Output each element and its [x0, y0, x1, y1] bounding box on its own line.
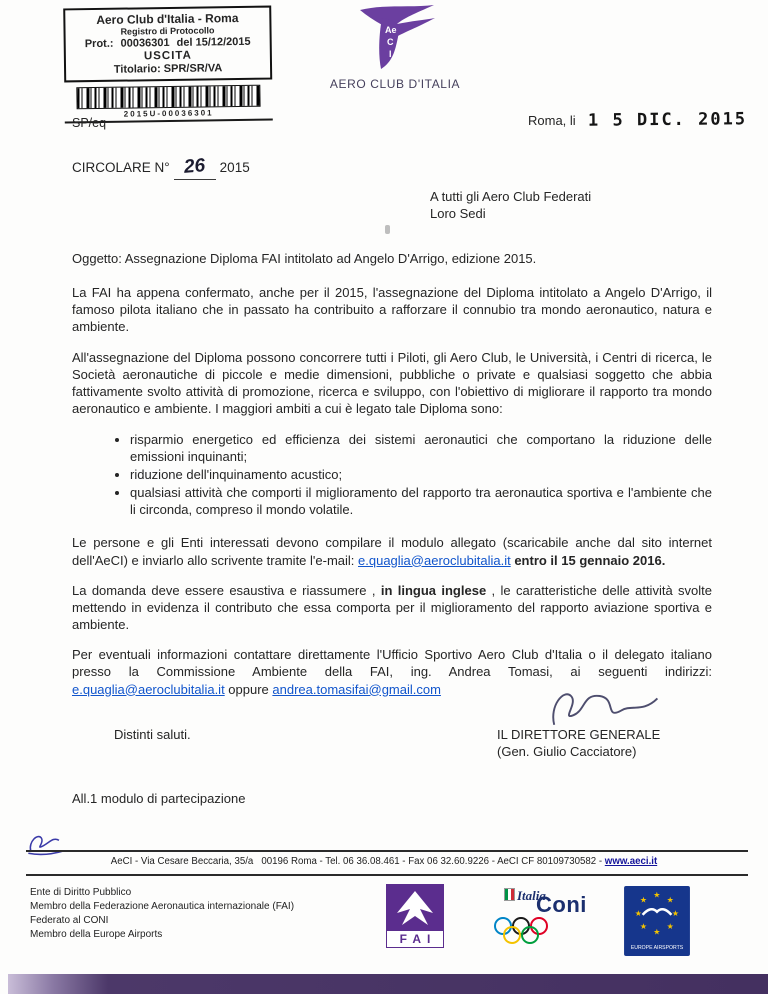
stamp-prot-label: Prot.: [84, 37, 114, 51]
coni-italia-text: Italia [517, 888, 546, 903]
paragraph-1: La FAI ha appena confermato, anche per il 2015, l'assegnazione del Diploma intitolato a Angelo D'Arrigo, il famoso pilota italiano che in passato ha contribuito a rafforzare il connubio tra mondo aeronautico, natura e ambiente. [72, 284, 712, 334]
paragraph-2: All'assegnazione del Diploma possono concorrere tutti i Piloti, gli Aero Club, le Università, i Centri di ricerca, le Società aeronautiche di piccole e medie dimensioni, pubbliche o private e qualsiasi soggetto che abbia fattivamente svolto attività di promozione, ricerca e sviluppo, con l'obiettivo di migliorare il rapporto tra mondo aeronautico e ambiente. I maggiori ambiti a cui è legato tale Diploma sono: [72, 350, 712, 417]
coni-logo [478, 888, 603, 950]
paragraph-4-text-1: La domanda deve essere esaustiva e riassumere , [72, 582, 381, 598]
signer-title: IL DIRETTORE GENERALE [497, 726, 661, 742]
svg-text:★: ★ [653, 927, 661, 937]
language-bold-text: in lingua inglese [380, 582, 487, 598]
fai-label: FAI [399, 932, 437, 946]
recipient-block [430, 188, 712, 222]
letter-body [72, 154, 712, 807]
org-name: AERO CLUB D'ITALIA [329, 77, 461, 91]
protocol-stamp-box [63, 6, 272, 83]
closing-salutation: Distinti saluti. [114, 726, 191, 742]
closing-row [72, 726, 712, 760]
list-item: • riduzione dell'inquinamento acustico; [130, 466, 712, 483]
coni-wordmark: Coni [536, 892, 587, 917]
paragraph-3 [72, 534, 712, 568]
paragraph-3-text: Le persone e gli Enti interessati devono compilare il modulo allegato (scaricabile anche dal sito internet dell'AeCI) e inviarlo allo scrivente tramite l'e-mail: [72, 535, 712, 568]
signer-name: (Gen. Giulio Cacciatore) [497, 743, 637, 759]
paragraph-5-text: Per eventuali informazioni contattare direttamente l'Ufficio Sportivo Aero Club d'Italia o il delegato italiano presso la Commissione Ambiente della FAI, ing. Andrea Tomasi, ai seguenti indirizzi: [72, 647, 712, 680]
stamp-register-line: Registro di Protocollo [120, 25, 215, 37]
paragraph-4-text-2: , le caratteristiche delle attività svolte mettendo in evidenza il contributo che essa comporta per il miglioramento del rapporto aviazione sportiva e ambiente. [72, 582, 712, 633]
diploma-criteria-list [72, 431, 712, 519]
email-link-quaglia-2[interactable]: e.quaglia@aeroclubitalia.it [72, 681, 225, 697]
org-info-line: Ente di Diritto Pubblico [30, 887, 132, 898]
stamp-prot-number: 00036301 [120, 36, 170, 50]
stamp-org-line: Aero Club d'Italia - Roma [96, 11, 239, 27]
olympic-rings-icon [492, 916, 556, 946]
footer-address-text: AeCI - Via Cesare Beccaria, 35/a 00196 Roma - Tel. 06 36.08.461 - Fax 06 32.60.9226 - AeCI CF 80109730582 - [110, 856, 605, 867]
italian-flag-icon [504, 888, 515, 901]
svg-text:★: ★ [666, 895, 675, 905]
svg-text:★: ★ [634, 908, 643, 918]
svg-text:★: ★ [671, 908, 680, 918]
stamp-prot-date: del 15/12/2015 [176, 35, 251, 49]
fai-logo [386, 884, 444, 948]
scan-edge-bar [8, 974, 768, 994]
handwritten-initials-icon [26, 832, 66, 858]
email-link-tomasi[interactable]: andrea.tomasifai@gmail.com [272, 681, 441, 697]
svg-text:★: ★ [653, 890, 661, 900]
footer-rule-top [26, 850, 748, 852]
fai-eagle-icon [387, 885, 443, 931]
stamp-titolario: Titolario: SPR/SR/VA [113, 62, 223, 76]
footer-address-line [0, 856, 768, 867]
paragraph-5 [72, 646, 712, 697]
footer-rule-bottom [26, 874, 748, 876]
svg-text:★: ★ [666, 922, 675, 932]
circolare-line [72, 154, 712, 180]
list-item: • risparmio energetico ed efficienza dei sistemi aeronautici che comportano la riduzione delle emissioni inquinanti; [130, 431, 712, 465]
website-link[interactable]: www.aeci.it [604, 856, 658, 867]
barcode [76, 85, 260, 110]
dateline [528, 110, 747, 130]
europe-airsports-logo-icon [624, 886, 690, 956]
recipient-line-2: Loro Sedi [430, 206, 486, 222]
circolare-number-handwritten: 26 [183, 155, 207, 178]
aeci-bird-logo-icon [349, 4, 441, 70]
paragraph-4 [72, 582, 712, 633]
svg-text:★: ★ [639, 895, 648, 905]
date-prefix: Roma, li [528, 113, 576, 128]
svg-text:★: ★ [639, 922, 648, 932]
aeci-logo-block [302, 4, 488, 91]
recipient-line-1: A tutti gli Aero Club Federati [430, 189, 592, 205]
paragraph-5-oppure: oppure [224, 681, 273, 697]
barcode-number: 2015U-00036301 [123, 108, 214, 119]
org-info-block [30, 886, 294, 942]
org-info-line: Federato al CONI [30, 915, 109, 926]
signature-block [497, 726, 712, 760]
org-info-line: Membro della Federazione Aeronautica internazionale (FAI) [30, 901, 295, 912]
email-link-quaglia[interactable]: e.quaglia@aeroclubitalia.it [358, 552, 511, 568]
attachment-line: All.1 modulo di partecipazione [72, 790, 246, 806]
aeci-logo-letter-c: C [387, 37, 394, 47]
circolare-year: 2015 [219, 160, 250, 175]
subject-line: Oggetto: Assegnazione Diploma FAI intitolato ad Angelo D'Arrigo, edizione 2015. [72, 251, 537, 267]
reference-code: SP/eq [72, 116, 107, 130]
date-stamp: 1 5 DIC. 2015 [587, 109, 747, 131]
circolare-label: CIRCOLARE N° [72, 160, 170, 175]
list-item: • qualsiasi attività che comporti il miglioramento del rapporto tra aeronautica sportiva e l'ambiente che li circonda, compreso il mondo volatile. [130, 484, 712, 518]
stamp-direction: USCITA [143, 49, 192, 63]
org-info-line: Membro della Europe Airports [30, 929, 163, 940]
circolare-number-underline [174, 154, 216, 180]
deadline-bold-text: entro il 15 gennaio 2016. [510, 552, 666, 568]
europe-airsports-label: EUROPE AIRSPORTS [630, 944, 684, 951]
protocol-stamp [63, 6, 273, 124]
aeci-logo-letter-ae: Ae [385, 25, 397, 35]
aeci-logo-letter-i: I [389, 49, 392, 59]
